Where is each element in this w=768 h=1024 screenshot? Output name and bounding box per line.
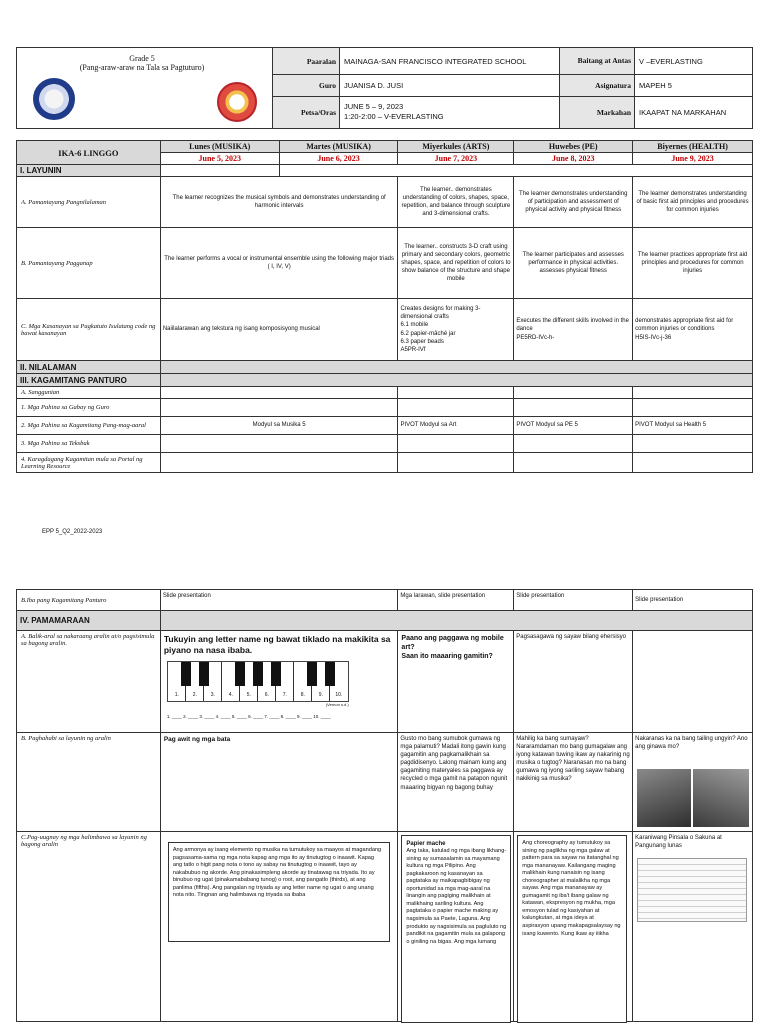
label-teacher: Guro (273, 75, 340, 97)
section-nilalaman: II. NILALAMAN (17, 361, 161, 374)
piano-key-number: 1. (174, 692, 179, 698)
date-line-1: JUNE 5 – 9, 2023 (344, 101, 404, 111)
cell-pe: PIVOT Modyul sa PE 5 (514, 417, 633, 435)
label-grade-level: Baitang at Antas (560, 48, 635, 75)
cell-pe: Executes the different skills involved in the dance PE5RD-IVc-h- (514, 299, 633, 361)
week-label: IKA-6 LINGGO (17, 141, 161, 165)
cell-health (633, 832, 753, 1022)
cell-arts: Mga larawan, slide presentation (398, 590, 514, 611)
cell-arts: Gusto mo bang sumubok gumawa ng mga palamuti? Madali itong gawin kung gagamitin ang pagkamalikhain sa pagdidisenyo. Lalong mainam kung ang gagamiting materyales sa paggawa ay recycled o mga gamit na patapon ngunit maaaring bigyan ng bagong buhay (398, 733, 514, 832)
empty-cell (160, 361, 752, 374)
section-kagamitang: III. KAGAMITANG PANTURO (17, 374, 161, 387)
row-label: B. Pamantayang Pagganap (17, 228, 161, 299)
empty-cell (633, 631, 753, 733)
injured-child-photo (637, 769, 691, 827)
day-header: Biyernes (HEALTH) (633, 141, 753, 153)
value-school: MAINAGA-SAN FRANCISCO INTEGRATED SCHOOL (340, 48, 560, 75)
row-label: C.Pag-uugnay ng mga halimbawa sa layunin ng bagong aralin (17, 832, 161, 1022)
cell-arts: The learner.. constructs 3-D craft using primary and secondary colors, geometric shapes, space, and repetition of colors to show balance of the structure and shape mobile (398, 228, 514, 299)
piano-key-number: 7. (282, 692, 287, 698)
injuries-title: Karaniwang Pinsala o Sakuna at Pangunang lunas (635, 835, 722, 850)
day-header: Martes (MUSIKA) (279, 141, 398, 153)
cell-pe: Pagsasagawa ng sayaw bilang ehersisyo (514, 631, 633, 733)
section-pamamaraan: IV. PAMAMARAAN (17, 611, 161, 631)
section-layunin: I. LAYUNIN (17, 165, 161, 177)
papier-mache-box (401, 835, 511, 1023)
choreography-box: Ang choreography ay tumutukoy sa sining ng paglikha ng mga galaw at pattern para sa sayaw na itatanghal ng mga mananayaw. Kailangang maging malikhain kung nanaisin ng isang choreographer at malalikha ng mga sayaw. Ang mga mananayaw ay gumagamit ng iba't ibang galaw ng katawan, ekspresyon ng mukha, mga emosyon tulad ng kasiyahan at kalungkutan, at mga ideya at aspirasyon upang makapagsalaysay ng isang kuwento. Kung ikaw ay iiikha (517, 835, 627, 1023)
cell-music: The learner performs a vocal or instrumental ensemble using the following major triads ( I, IV, V) (160, 228, 398, 299)
cell-arts (398, 832, 514, 1022)
page-footer: EPP 5_Q2_2022-2023 (42, 529, 103, 535)
value-quarter: IKAAPAT NA MARKAHAN (635, 96, 753, 128)
review-instruction: Tukuyin ang letter name ng bawat tiklado na makikita sa piyano na nasa ibaba. (163, 634, 391, 655)
empty-cell (160, 611, 752, 631)
cell-health: The learner practices appropriate first aid principles and procedures for common injuries (633, 228, 753, 299)
cell-pe: Mahilig ka bang sumayaw? Nararamdaman mo bang gumagalaw ang iyong katawan tuwing ikaw ay nakarinig ng musika o tugtog? Naranasan mo na bang gumawa ng iyong sariling sayaw habang nakikinig sa musika? (514, 733, 633, 832)
day-date: June 7, 2023 (398, 153, 514, 165)
day-header: Huwebes (PE) (514, 141, 633, 153)
papier-mache-text: Ang taka, katulad ng mga ibang likhang-sining ay sumasalamin sa mayamang kultura ng mga Pilipino. Ang pagkakaroon ng kasanayan sa pagtataka ay maikapagbibigay ng oportunidad sa mga mag-aaral na linangin ang pagiging malikhain at malikhaing sariling kultura. Ang pagtataka o papier mache making ay nagsimula sa Paete, Laguna. Ang produkto ay nagsisimula sa pagluluto ng pandikit na gagamitin mula sa galapong o giniling na bigas. Ang mga lumang (406, 848, 507, 945)
value-teacher: JUANISA D. JUSI (340, 75, 560, 97)
value-grade-level: V –EVERLASTING (635, 48, 753, 75)
cell-music (160, 832, 398, 1022)
crying-child-photo (693, 769, 749, 827)
cell-music: Naiilalarawan ang tekstura ng isang komposisyong musical (160, 299, 398, 361)
cell-music: Modyul sa Musika 5 (160, 417, 398, 435)
grade-title: Grade 5 (129, 54, 155, 63)
injuries-table-image (637, 858, 747, 922)
row-label: 4. Karagdagang Kagamitan mula sa Portal ng Learning Resource (17, 453, 161, 473)
day-date: June 8, 2023 (514, 153, 633, 165)
cell-arts: Paano ang paggawa ng mobile art? Saan ito maaaring gamitin? (398, 631, 514, 733)
harmony-text-box: Ang armonya ay isang elemento ng musika na tumutukoy sa maayos at magandang pagsasama-sama ng mga nota kapag ang mga ito ay tinutugtog o inaawit. Kapag ang tatlo o higit pang nota o tono ay sabay na tinutugtog o inaawit, tayo ay nakabubuo ng akorde. Ang pinakasimpleng akorde ay tinatawag na triyada. Ito ay binubuo ng ugat (pinakamababang tunog) o root, ang pangatlo (thirds), at ang panlima (fifths). Ang pangalan ng triyada ay ang letter name ng ugat o ang unang nota nito. Tingnan ang halimbawa ng triyada sa ibaba (168, 842, 390, 942)
piano-key-number: 8. (300, 692, 305, 698)
row-label: A. Pamantayang Pangnilalaman (17, 177, 161, 228)
empty-cell (279, 165, 752, 177)
piano-key-number: 4. (228, 692, 233, 698)
label-quarter: Markahan (560, 96, 635, 128)
row-label: C. Mga Kasanayan sa Pagkatuto Isulatang code ng bawat kasanayan (17, 299, 161, 361)
cell-arts: Creates designs for making 3-dimensional crafts 6.1 mobile 6.2 papier-mâché jar 6.3 paper beads A5PR-IVf (398, 299, 514, 361)
row-label: 2. Mga Pahina sa Kagamitang Pang-mag-aaral (17, 417, 161, 435)
label-date-time: Petsa/Oras (273, 96, 340, 128)
label-school: Paaralan (273, 48, 340, 75)
cell-pe: The learner participates and assesses performance in physical activities. assesses physical fitness (514, 228, 633, 299)
procedure-table (16, 589, 753, 1022)
cell-health: Slide presentation (633, 590, 753, 611)
daily-plan-table (16, 140, 753, 473)
value-subject: MAPEH 5 (635, 75, 753, 97)
empty-cell (160, 374, 752, 387)
school-seal-icon (217, 82, 257, 122)
row-label: B.Iba pang Kagamitang Panturo (17, 590, 161, 611)
day-date: June 9, 2023 (633, 153, 753, 165)
row-label: A. Balik-aral sa nakaraang aralin at/o pagsisimula sa bagong aralin. (17, 631, 161, 733)
piano-key-number: 5. (246, 692, 251, 698)
cell-music: Slide presentation (160, 590, 398, 611)
row-label: A. Sanggunian (17, 387, 161, 399)
cell-pe: Slide presentation (514, 590, 633, 611)
piano-keyboard-image (167, 661, 349, 702)
deped-seal-icon (33, 78, 75, 120)
row-label: 1. Mga Pahina sa Gabay ng Guro (17, 399, 161, 417)
row-label: 3. Mga Pahina sa Teksbuk (17, 435, 161, 453)
cell-health: demonstrates appropriate first aid for common injuries or conditions H5IS-IVc-j-36 (633, 299, 753, 361)
cell-health: The learner demonstrates understanding of basic first aid principles and procedures for common injuries (633, 177, 753, 228)
row-label: B. Paghahabi sa layunin ng aralin (17, 733, 161, 832)
day-date: June 6, 2023 (279, 153, 398, 165)
cell-health: PIVOT Modyul sa Health 5 (633, 417, 753, 435)
piano-key-number: 10. (335, 692, 343, 698)
piano-credit: (Vernon s.d.) (325, 702, 349, 707)
piano-key-number: 3. (210, 692, 215, 698)
cell-music-review (160, 631, 398, 733)
date-line-2: 1:20-2:00 – V-EVERLASTING (344, 112, 444, 122)
cell-health (633, 733, 753, 832)
value-date-time (340, 96, 560, 128)
piano-key-number: 6. (264, 692, 269, 698)
cell-music: Pag awit ng mga bata (160, 733, 398, 832)
cell-music: The learner recognizes the musical symbols and demonstrates understanding of harmonic intervals (160, 177, 398, 228)
cell-pe: The learner demonstrates understanding of participation and assessment of physical activity and physical fitness (514, 177, 633, 228)
header-table (16, 47, 753, 129)
health-question: Nakaranas ka na bang tailing ungyin? Ano ang ginawa mo? (635, 736, 748, 751)
day-header: Miyerkules (ARTS) (398, 141, 514, 153)
day-date: June 5, 2023 (160, 153, 279, 165)
form-name: (Pang-araw-araw na Tala sa Pagtuturo) (79, 63, 205, 72)
cell-pe (514, 832, 633, 1022)
piano-key-number: 9. (318, 692, 323, 698)
piano-key-number: 2. (192, 692, 197, 698)
empty-cell (160, 165, 279, 177)
answer-blanks: 1. ____ 2. ____ 3. ____ 4. ____ 5. ____ 6. ____ 7. ____ 8. ____ 9. ____ 10. ____ (166, 714, 331, 719)
cell-arts: The learner.. demonstrates understanding of colors, shapes, space, repetition, and balance through sculpture and 3-dimensional crafts. (398, 177, 514, 228)
label-subject: Asignatura (560, 75, 635, 97)
cell-arts: PIVOT Modyul sa Art (398, 417, 514, 435)
header-title-cell (17, 48, 273, 129)
papier-mache-title: Papier mache (406, 841, 446, 847)
day-header: Lunes (MUSIKA) (160, 141, 279, 153)
